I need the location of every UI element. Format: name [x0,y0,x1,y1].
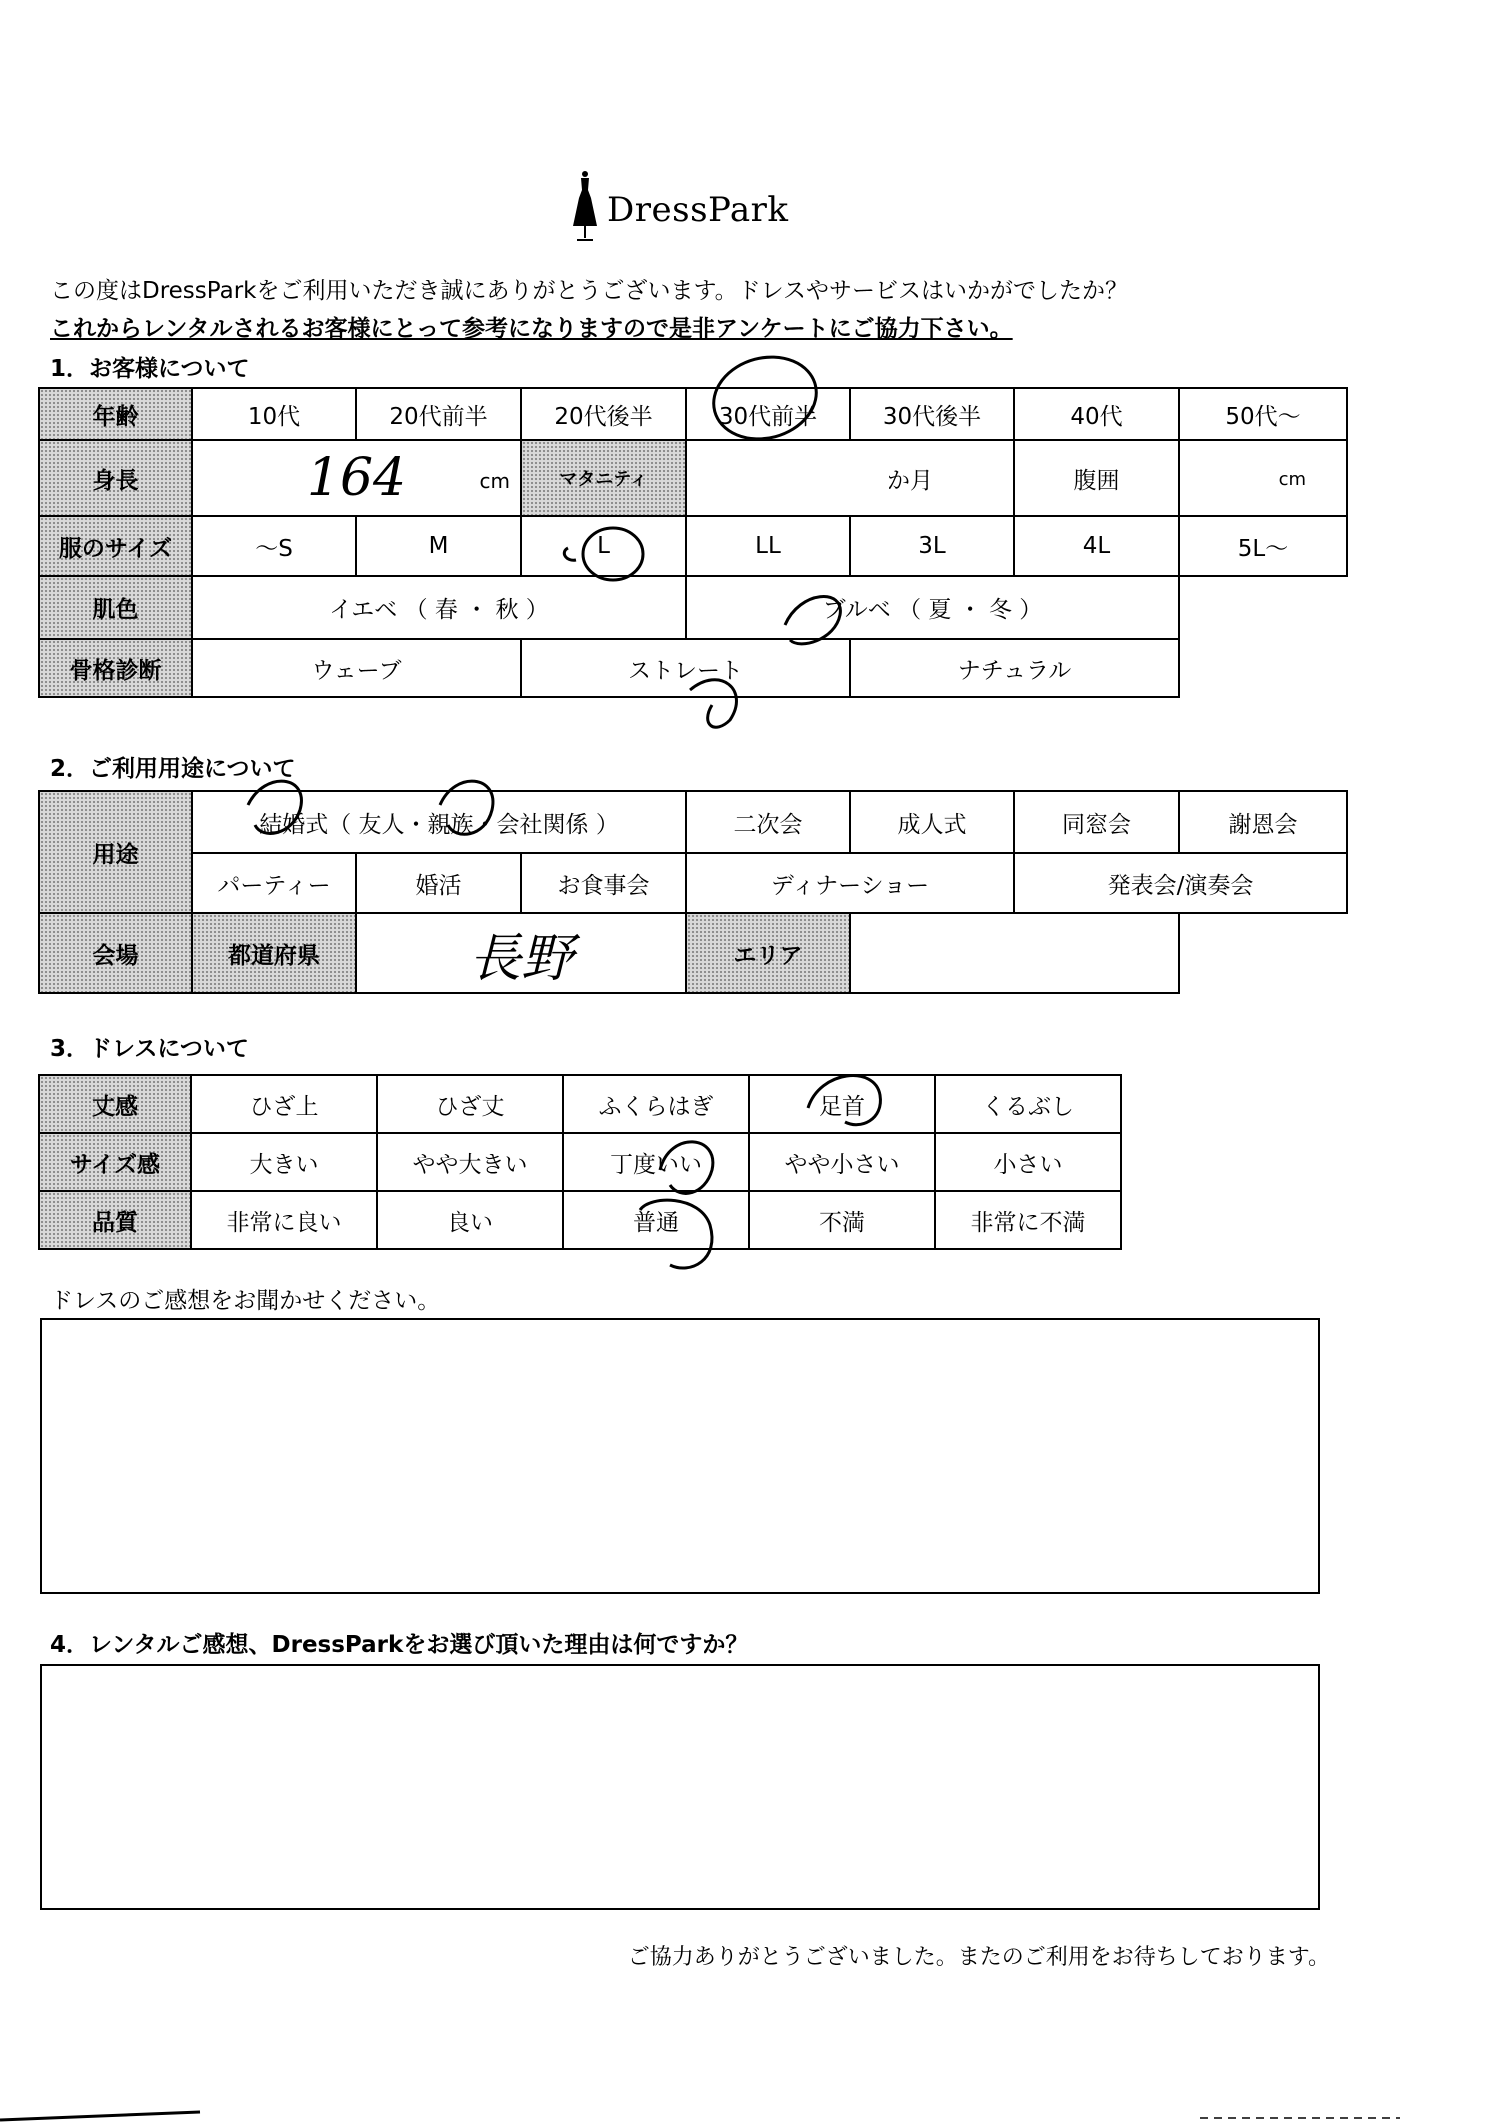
logo-wordmark: DressPark [607,190,789,230]
age-option[interactable]: 30代後半 [850,388,1014,440]
quality-option[interactable]: 良い [377,1191,563,1249]
quality-option[interactable]: 普通 [563,1191,749,1249]
skin-option-blue[interactable]: ブルベ （ 夏 ・ 冬 ） [686,576,1179,639]
section1-title: 1．お客様について [50,356,250,382]
fit-label: サイズ感 [39,1133,191,1191]
skin-label: 肌色 [39,576,192,639]
customer-table [38,387,1348,698]
prefecture-value: 長野 [469,928,574,989]
frame-option[interactable]: ウェーブ [192,639,521,697]
age-option[interactable]: 40代 [1014,388,1179,440]
skin-option-yellow[interactable]: イエベ （ 春 ・ 秋 ） [192,576,686,639]
age-option[interactable]: 20代前半 [356,388,521,440]
area-field[interactable] [850,913,1179,993]
fit-option[interactable]: 丁度いい [563,1133,749,1191]
dress-comment-prompt: ドレスのご感想をお聞かせください。 [50,1288,441,1314]
frame-option[interactable]: ナチュラル [850,639,1179,697]
size-option[interactable]: 3L [850,516,1014,576]
area-label: エリア [686,913,850,993]
age-option[interactable]: 30代前半 [686,388,850,440]
length-option[interactable]: ひざ丈 [377,1075,563,1133]
dress-comment-box[interactable] [40,1318,1320,1594]
intro-text: この度はDressParkをご利用いただき誠にありがとうございます。ドレスやサービスはいかがでしたか？ [50,278,1128,304]
purpose-option[interactable]: 発表会/演奏会 [1014,853,1347,913]
venue-label: 会場 [39,913,192,993]
dress-icon [567,168,603,248]
section3-title: 3．ドレスについて [50,1036,249,1062]
length-option[interactable]: ふくらはぎ [563,1075,749,1133]
frame-option[interactable]: ストレート [521,639,850,697]
purpose-option[interactable]: 婚活 [356,853,521,913]
frame-label: 骨格診断 [39,639,192,697]
quality-option[interactable]: 非常に良い [191,1191,377,1249]
purpose-label: 用途 [39,791,192,913]
height-label: 身長 [39,440,192,516]
height-field[interactable] [192,440,521,516]
purpose-option[interactable]: 二次会 [686,791,850,853]
length-option[interactable]: くるぶし [935,1075,1121,1133]
quality-label: 品質 [39,1191,191,1249]
section2-title: 2．ご利用用途について [50,756,296,782]
age-option[interactable]: 50代～ [1179,388,1347,440]
purpose-option[interactable]: 成人式 [850,791,1014,853]
quality-option[interactable]: 不満 [749,1191,935,1249]
dress-table [38,1074,1122,1250]
height-unit: cm [479,469,510,493]
age-option[interactable]: 20代後半 [521,388,686,440]
months-unit: か月 [887,467,933,494]
length-option[interactable]: 足首 [749,1075,935,1133]
purpose-option[interactable]: ディナーショー [686,853,1014,913]
waist-label: 腹囲 [1014,440,1179,516]
quality-option[interactable]: 非常に不満 [935,1191,1121,1249]
size-option[interactable]: LL [686,516,850,576]
size-option[interactable]: M [356,516,521,576]
purpose-table [38,790,1348,994]
prefecture-field[interactable] [356,913,686,993]
purpose-option[interactable]: 同窓会 [1014,791,1179,853]
purpose-wedding[interactable]: 結婚式（ 友人・親族・会社関係 ） [192,791,686,853]
thank-you-text: ご協力ありがとうございました。またのご利用をお待ちしております。 [627,1945,1330,1970]
purpose-option[interactable]: 謝恩会 [1179,791,1347,853]
fit-option[interactable]: やや大きい [377,1133,563,1191]
fit-option[interactable]: やや小さい [749,1133,935,1191]
section4-title: 4．レンタルご感想、DressParkをお選び頂いた理由は何ですか？ [50,1632,749,1658]
height-value: 164 [306,448,407,508]
prefecture-label: 都道府県 [192,913,356,993]
maternity-months-field[interactable] [686,440,1014,516]
maternity-label: マタニティ [521,440,686,516]
fit-option[interactable]: 小さい [935,1133,1121,1191]
purpose-option[interactable]: パーティー [192,853,356,913]
rental-comment-box[interactable] [40,1664,1320,1910]
size-option[interactable]: 4L [1014,516,1179,576]
size-option[interactable]: ～S [192,516,356,576]
waist-field[interactable] [1179,440,1347,516]
size-option[interactable]: L [521,516,686,576]
dresspark-logo [565,168,805,248]
length-option[interactable]: ひざ上 [191,1075,377,1133]
size-label: 服のサイズ [39,516,192,576]
waist-unit: cm [1278,469,1306,490]
age-label: 年齢 [39,388,192,440]
length-label: 丈感 [39,1075,191,1133]
fit-option[interactable]: 大きい [191,1133,377,1191]
purpose-option[interactable]: お食事会 [521,853,686,913]
intro-request: これからレンタルされるお客様にとって参考になりますので是非アンケートにご協力下さい。 [50,316,1013,342]
size-option[interactable]: 5L～ [1179,516,1347,576]
age-option[interactable]: 10代 [192,388,356,440]
